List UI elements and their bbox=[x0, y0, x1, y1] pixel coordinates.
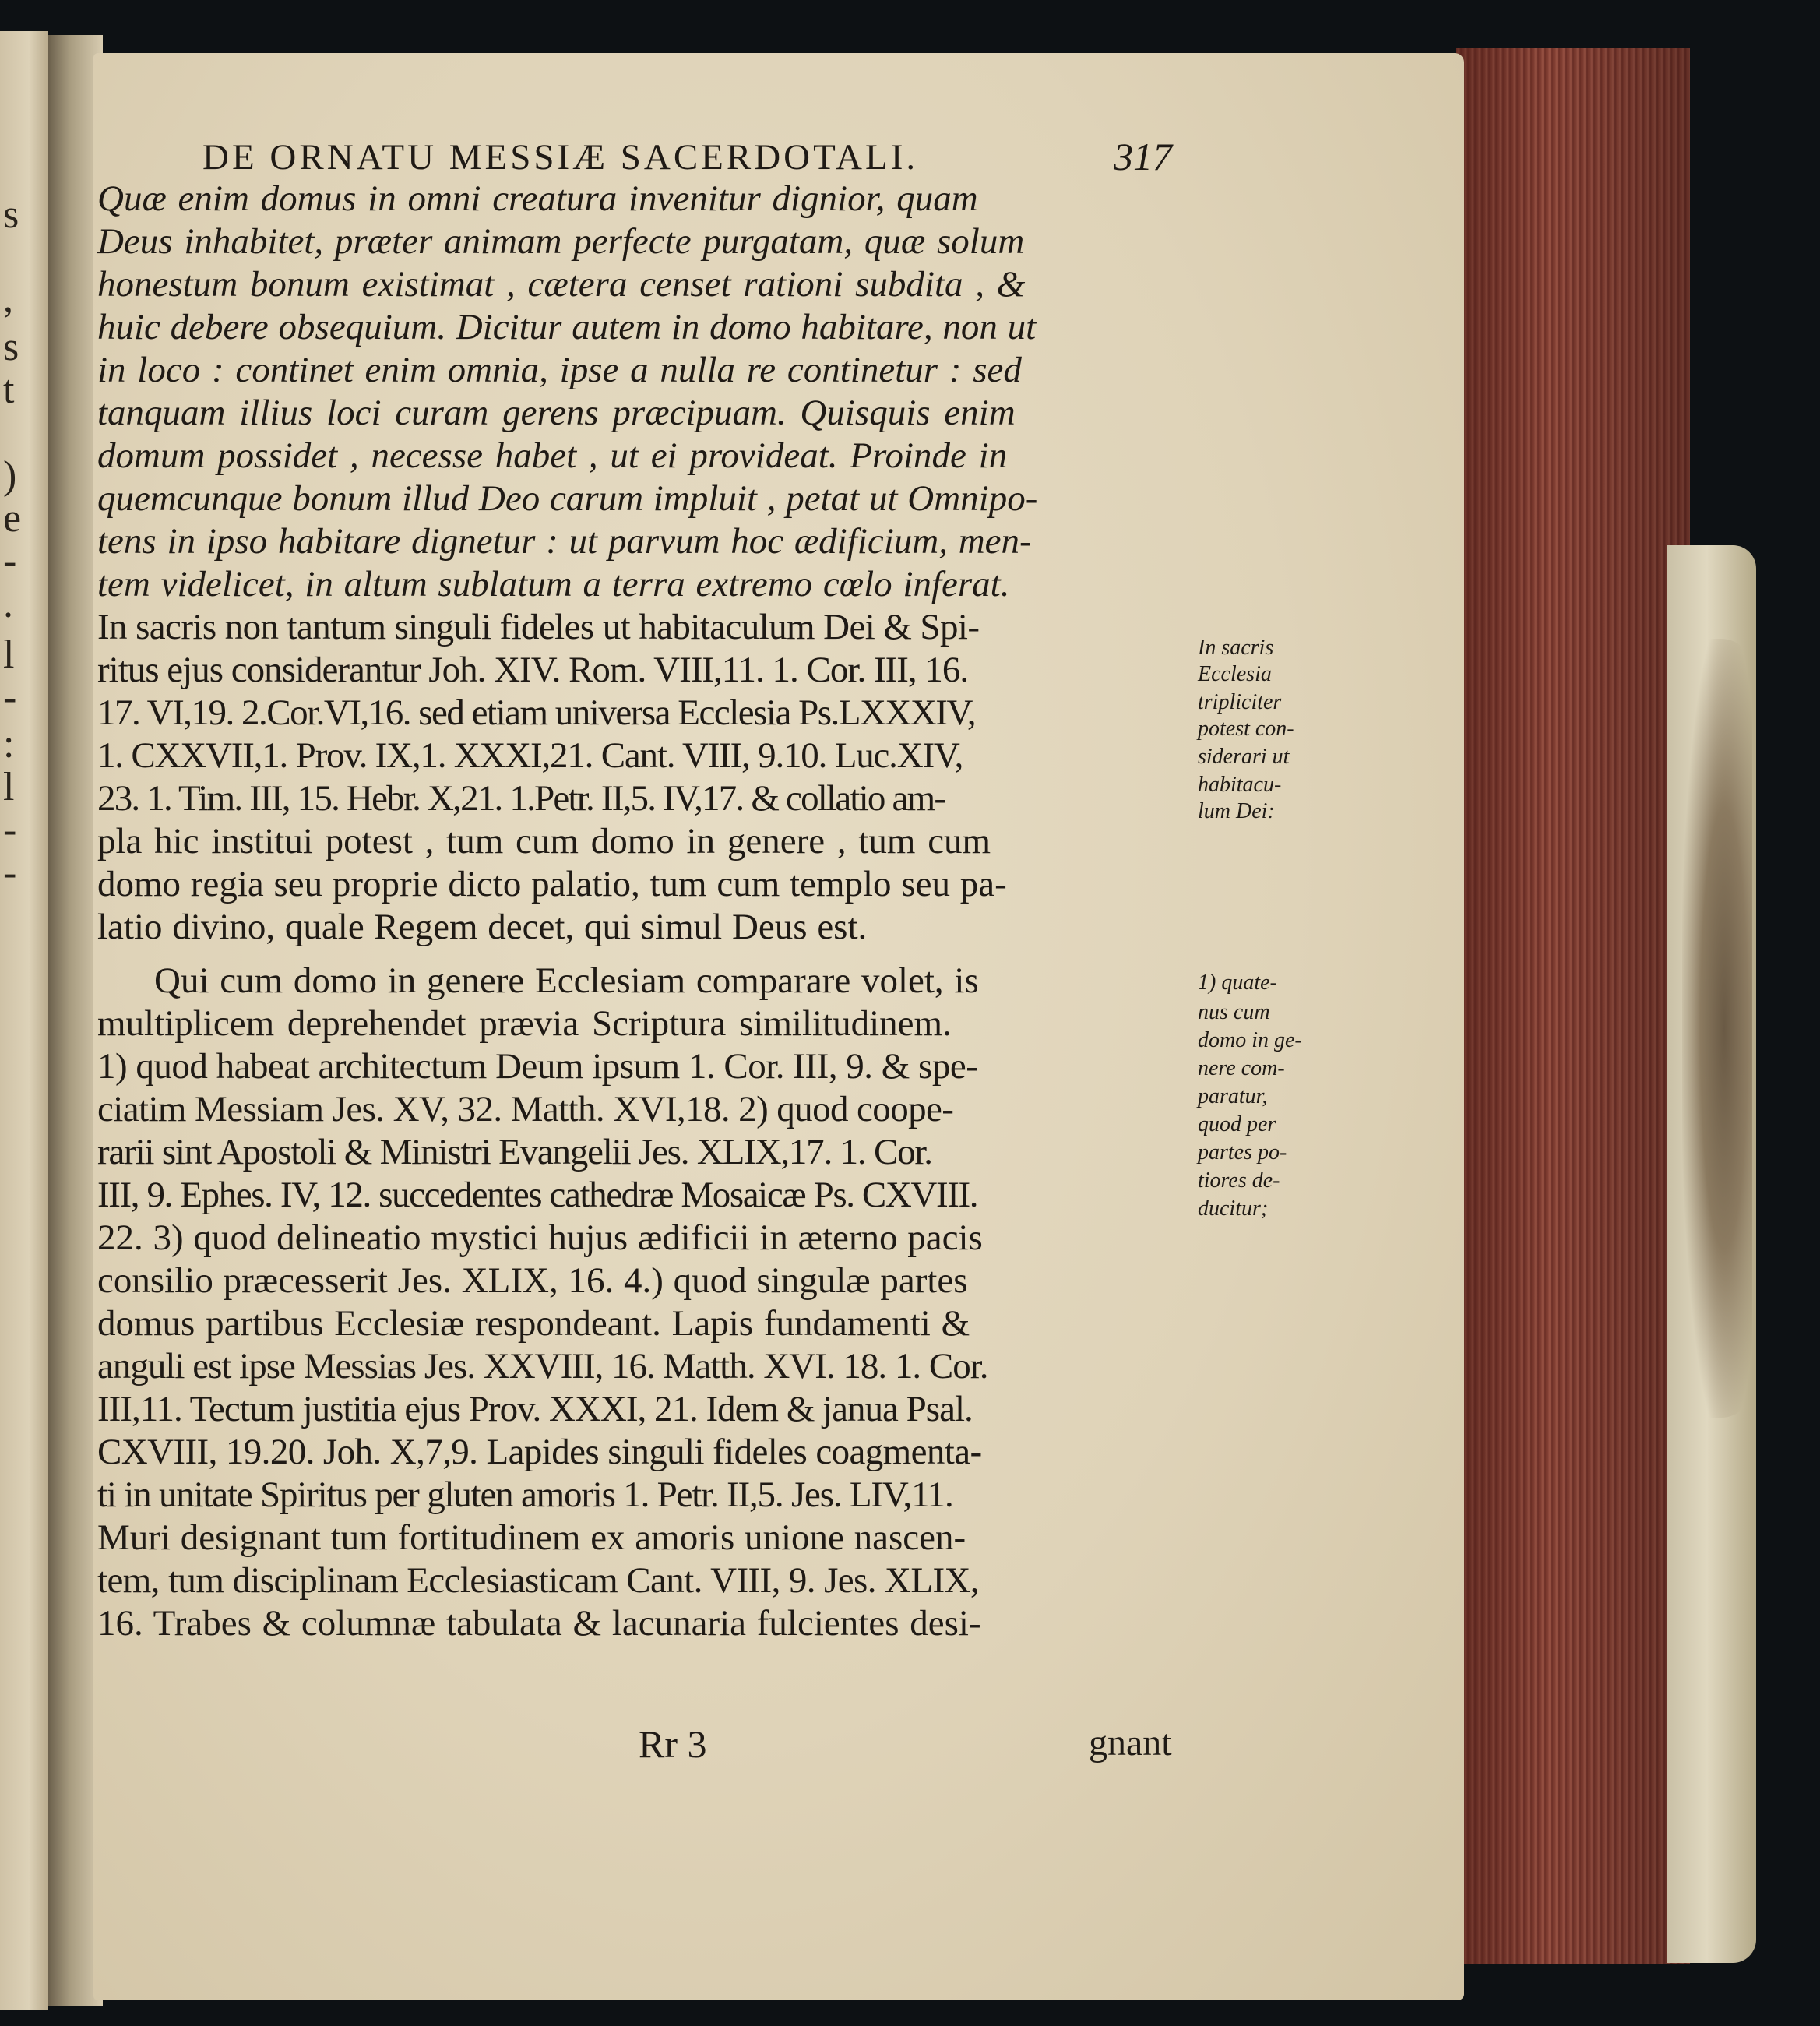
text-line: 1. CXXVII,1. Prov. IX,1. XXXI,21. Cant. VIII, 9.10. Luc.XIV, bbox=[97, 735, 963, 776]
margin-note: paratur, bbox=[1198, 1084, 1268, 1108]
margin-note: In sacris bbox=[1198, 636, 1274, 660]
page-number: 317 bbox=[1114, 135, 1172, 178]
facing-page-fragment: - bbox=[3, 675, 17, 720]
margin-note: habitacu- bbox=[1198, 773, 1282, 797]
facing-page-fragment: t bbox=[3, 368, 15, 412]
margin-note: partes po- bbox=[1198, 1140, 1287, 1165]
margin-note: siderari ut bbox=[1198, 745, 1290, 769]
text-line: 17. VI,19. 2.Cor.VI,16. sed etiam universa Ecclesia Ps.LXXXIV, bbox=[97, 692, 976, 733]
facing-page-fragment: - bbox=[3, 851, 17, 895]
text-line: latio divino, quale Regem decet, qui simul Deus est. bbox=[97, 907, 868, 947]
margin-note: 1) quate- bbox=[1198, 971, 1277, 995]
margin-note: lum Dei: bbox=[1198, 799, 1275, 823]
margin-note: nus cum bbox=[1198, 1000, 1270, 1024]
text-line: domo regia seu proprie dicto palatio, tum cum templo seu pa- bbox=[97, 864, 1007, 904]
text-line: huic debere obsequium. Dicitur autem in domo habitare, non ut bbox=[97, 307, 1037, 347]
margin-note: nere com- bbox=[1198, 1056, 1285, 1080]
facing-page-fragment: - bbox=[3, 539, 17, 583]
text-line: Deus inhabitet, præter animam perfecte purgatam, quæ solum bbox=[97, 221, 1025, 262]
text-line: ritus ejus considerantur Joh. XIV. Rom. VIII,11. 1. Cor. III, 16. bbox=[97, 650, 969, 690]
facing-page-fragment: , bbox=[3, 277, 13, 321]
facing-page-fragment: e bbox=[3, 496, 22, 541]
text-line: domus partibus Ecclesiæ respondeant. Lapis fundamenti & bbox=[97, 1303, 970, 1344]
text-line: 16. Trabes & columnæ tabulata & lacunaria fulcientes desi- bbox=[97, 1603, 981, 1644]
margin-note: tiores de- bbox=[1198, 1168, 1280, 1193]
text-line: Muri designant tum fortitudinem ex amoris unione nascen- bbox=[97, 1517, 966, 1558]
text-line: 1) quod habeat architectum Deum ipsum 1. Cor. III, 9. & spe- bbox=[97, 1046, 978, 1087]
text-line: III, 9. Ephes. IV, 12. succedentes cathedræ Mosaicæ Ps. CXVIII. bbox=[97, 1175, 978, 1215]
text-line: In sacris non tantum singuli fideles ut habitaculum Dei & Spi- bbox=[97, 607, 980, 647]
text-line: 22. 3) quod delineatio mystici hujus ædificii in æterno pacis bbox=[97, 1217, 983, 1258]
text-line: consilio præcesserit Jes. XLIX, 16. 4.) quod singulæ partes bbox=[97, 1260, 968, 1301]
catchword: gnant bbox=[1089, 1722, 1172, 1764]
text-line: quemcunque bonum illud Deo carum impluit , petat ut Omnipo- bbox=[97, 478, 1038, 519]
text-line: pla hic institui potest , tum cum domo in genere , tum cum bbox=[97, 821, 991, 861]
facing-page-fragment: - bbox=[3, 808, 17, 852]
facing-page-fragment: s bbox=[3, 325, 19, 369]
margin-note: ducitur; bbox=[1198, 1196, 1269, 1221]
text-line: honestum bonum existimat , cætera censet rationi subdita , & bbox=[97, 264, 1026, 305]
text-line: tens in ipso habitare dignetur : ut parvum hoc ædificium, men- bbox=[97, 521, 1032, 562]
text-line: CXVIII, 19.20. Joh. X,7,9. Lapides singuli fideles coagmenta- bbox=[97, 1432, 982, 1472]
text-line: rarii sint Apostoli & Ministri Evangelii Jes. XLIX,17. 1. Cor. bbox=[97, 1132, 932, 1172]
text-line: ciatim Messiam Jes. XV, 32. Matth. XVI,18. 2) quod coope- bbox=[97, 1089, 954, 1129]
text-line: III,11. Tectum justitia ejus Prov. XXXI, 21. Idem & janua Psal. bbox=[97, 1389, 973, 1429]
facing-page-fragment: l bbox=[3, 632, 15, 677]
text-line: tem, tum disciplinam Ecclesiasticam Cant. VIII, 9. Jes. XLIX, bbox=[97, 1560, 980, 1601]
text-line: in loco : continet enim omnia, ipse a nulla re continetur : sed bbox=[97, 350, 1022, 390]
text-line: 23. 1. Tim. III, 15. Hebr. X,21. 1.Petr. II,5. IV,17. & collatio am- bbox=[97, 778, 945, 819]
text-line: tanquam illius loci curam gerens præcipuam. Quisquis enim bbox=[97, 393, 1016, 433]
running-head: DE ORNATU MESSIÆ SACERDOTALI. bbox=[202, 137, 919, 178]
margin-note: potest con- bbox=[1198, 717, 1294, 741]
text-line: anguli est ipse Messias Jes. XXVIII, 16. Matth. XVI. 18. 1. Cor. bbox=[97, 1346, 988, 1386]
facing-page-fragment: : bbox=[3, 722, 15, 766]
facing-page-fragment: . bbox=[3, 582, 13, 626]
signature-mark: Rr 3 bbox=[639, 1722, 707, 1766]
margin-note: quod per bbox=[1198, 1112, 1276, 1136]
text-line: Qui cum domo in genere Ecclesiam comparare volet, is bbox=[154, 960, 979, 1001]
facing-page-fragment: ) bbox=[3, 453, 17, 498]
text-line: tem videlicet, in altum sublatum a terra extremo cœlo inferat. bbox=[97, 564, 1010, 604]
text-line: ti in unitate Spiritus per gluten amoris 1. Petr. II,5. Jes. LIV,11. bbox=[97, 1475, 953, 1515]
margin-note: tripliciter bbox=[1198, 690, 1282, 714]
text-line: Quæ enim domus in omni creatura invenitur dignior, quam bbox=[97, 178, 978, 219]
facing-page-fragment: s bbox=[3, 192, 19, 237]
text-line: multiplicem deprehendet prævia Scriptura similitudinem. bbox=[97, 1003, 952, 1044]
text-line: domum possidet , necesse habet , ut ei provideat. Proinde in bbox=[97, 435, 1008, 476]
margin-note: domo in ge- bbox=[1198, 1028, 1302, 1052]
margin-note: Ecclesia bbox=[1198, 662, 1272, 686]
facing-page-fragment: l bbox=[3, 765, 15, 809]
